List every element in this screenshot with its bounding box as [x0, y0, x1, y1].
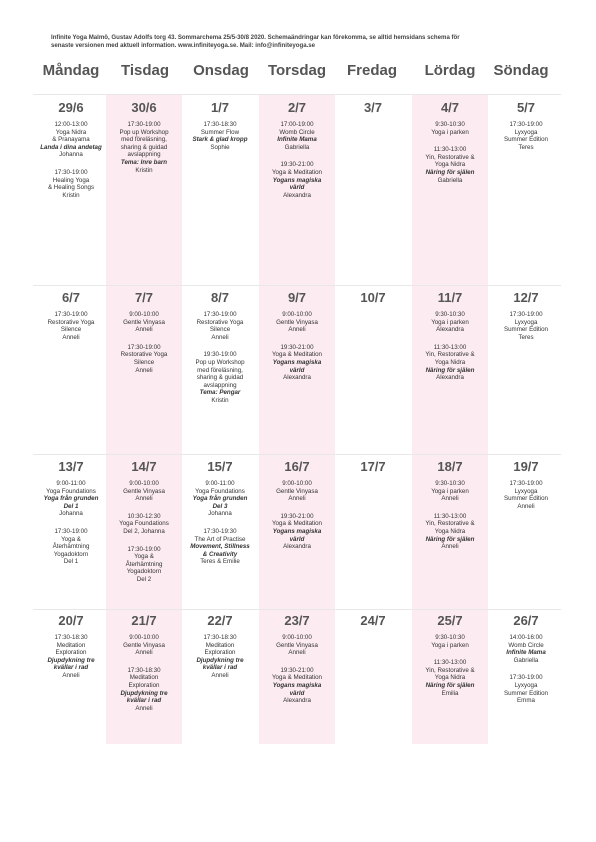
class-detail: Anneli: [135, 326, 153, 334]
day-header-saturday: Lördag: [424, 62, 476, 79]
class-detail: Yin, Restorative &: [425, 666, 475, 674]
class-detail: Healing Yoga: [52, 176, 90, 184]
class-entry: [182, 121, 258, 151]
date-label: 16/7: [284, 459, 310, 474]
class-theme: kvällar i rad: [53, 664, 89, 672]
class-time: 17:30-18:30: [203, 121, 237, 128]
class-detail: Johanna: [59, 151, 83, 159]
class-entry: [106, 344, 182, 374]
class-time: 17:30-18:30: [203, 634, 237, 641]
day-cell: [259, 459, 335, 561]
date-label: 7/7: [134, 290, 154, 305]
class-theme: Yoga från grunden: [43, 495, 99, 503]
day-cell: [335, 100, 411, 121]
class-detail: Kristin: [135, 166, 153, 174]
class-theme: värld: [289, 535, 305, 543]
class-detail: Alexandra: [283, 374, 311, 382]
class-time: 17:30-19:00: [509, 674, 543, 682]
class-time: 9:00-11:00: [56, 480, 86, 487]
class-time: 19:30-21:00: [280, 161, 314, 169]
day-header-monday: Måndag: [42, 62, 100, 79]
day-cell: [33, 100, 109, 209]
class-detail: Summer Edition: [503, 326, 549, 334]
class-detail: Yoga &: [61, 535, 81, 543]
class-entry: [33, 121, 109, 159]
class-detail: Lyxyoga: [514, 681, 538, 689]
class-detail: Alexandra: [436, 374, 464, 382]
class-detail: Restorative Yoga: [47, 318, 95, 326]
class-entry: [106, 513, 182, 536]
class-detail: Yoga Nidra: [434, 674, 466, 682]
class-detail: Silence: [209, 326, 231, 334]
class-theme: Näring för själen: [425, 535, 475, 543]
class-time: 9:30-10:30: [435, 311, 465, 318]
class-detail: Exploration: [204, 649, 236, 657]
class-time: 17:30-19:00: [509, 121, 543, 128]
class-detail: Anneli: [288, 495, 306, 503]
class-time: 19:30-21:00: [280, 666, 314, 674]
class-time: 9:30-10:30: [435, 480, 465, 487]
class-entry: [106, 546, 182, 584]
class-theme: Del 3: [212, 502, 228, 510]
day-cell: [106, 459, 182, 594]
class-entry: [488, 121, 564, 151]
class-detail: Johanna: [59, 510, 83, 518]
class-theme: Djupdykning tre: [120, 689, 168, 697]
class-entry: [412, 634, 488, 649]
date-label: 3/7: [363, 100, 383, 115]
class-detail: Yoga Nidra: [434, 527, 466, 535]
class-detail: Yoga i parken: [431, 128, 469, 136]
class-detail: Alexandra: [436, 326, 464, 334]
class-theme: värld: [289, 689, 305, 697]
class-detail: Anneli: [135, 495, 153, 503]
class-detail: Sophie: [210, 143, 230, 151]
class-time: 12:00-13:00: [54, 121, 88, 128]
class-detail: Anneli: [62, 333, 80, 341]
class-time: 17:30-18:30: [54, 634, 88, 641]
day-cell: [488, 100, 564, 161]
day-cell: [488, 290, 564, 351]
day-cell: [335, 290, 411, 311]
class-detail: sharing & guidad: [120, 143, 168, 151]
class-detail: Gabriella: [513, 656, 539, 664]
class-detail: Restorative Yoga: [120, 351, 168, 359]
class-detail: The Art of Practise: [194, 535, 246, 543]
day-cell: [259, 100, 335, 209]
date-label: 20/7: [58, 613, 84, 628]
day-cell: [488, 459, 564, 520]
day-header-sunday: Söndag: [493, 62, 549, 79]
class-time: 19:30-19:00: [203, 351, 237, 359]
class-time: 17:30-19:00: [54, 311, 88, 318]
class-time: 11:30-13:00: [433, 512, 467, 520]
day-header-wednesday: Onsdag: [193, 62, 249, 79]
class-entry: [412, 121, 488, 136]
day-cell: [412, 613, 488, 707]
class-entry: [106, 480, 182, 503]
class-detail: Silence: [60, 326, 82, 334]
class-theme: Movement, Stillness: [190, 543, 250, 551]
class-time: 19:30-21:00: [280, 512, 314, 520]
class-entry: [412, 659, 488, 697]
class-theme: Djupdykning tre: [196, 656, 244, 664]
class-entry: [33, 634, 109, 680]
day-cell: [412, 290, 488, 392]
class-time: 17:30-18:30: [127, 666, 161, 674]
class-detail: Yogadoktorn: [126, 568, 162, 576]
class-detail: Yin, Restorative &: [425, 520, 475, 528]
class-detail: Teres: [518, 143, 534, 151]
class-detail: Yoga i parken: [431, 487, 469, 495]
class-detail: Yoga & Meditation: [272, 168, 322, 176]
class-detail: Lyxyoga: [514, 318, 538, 326]
class-entry: [33, 169, 109, 199]
class-theme: Yogans magiska: [272, 527, 322, 535]
date-label: 13/7: [58, 459, 84, 474]
date-label: 9/7: [287, 290, 307, 305]
class-theme: Yogans magiska: [272, 176, 322, 184]
class-entry: [259, 311, 335, 334]
class-time: 19:30-21:00: [280, 343, 314, 351]
date-label: 17/7: [360, 459, 386, 474]
class-detail: Del 1: [63, 558, 79, 566]
class-entry: [182, 351, 258, 404]
class-entry: [488, 480, 564, 510]
class-theme: & Creativity: [202, 550, 238, 558]
class-time: 9:00-11:00: [205, 480, 235, 487]
date-label: 29/6: [58, 100, 84, 115]
class-theme: Näring för själen: [425, 366, 475, 374]
class-detail: avslappning: [203, 381, 237, 389]
class-detail: Exploration: [55, 649, 87, 657]
class-detail: Summer Edition: [503, 495, 549, 503]
class-entry: [488, 674, 564, 704]
class-detail: Silence: [133, 358, 155, 366]
date-label: 30/6: [131, 100, 157, 115]
class-entry: [259, 161, 335, 199]
class-time: 17:30-19:00: [54, 527, 88, 535]
weekday-header-row: [33, 62, 563, 84]
class-time: 9:00-10:00: [129, 634, 159, 641]
class-theme: kvällar i rad: [202, 664, 238, 672]
class-detail: med föreläsning,: [121, 136, 167, 144]
class-detail: Gentle Vinyasa: [123, 487, 165, 495]
date-label: 21/7: [131, 613, 157, 628]
class-entry: [106, 311, 182, 334]
class-theme: Yoga från grunden: [192, 495, 248, 503]
class-detail: Kristin: [211, 396, 229, 404]
class-detail: Yoga Nidra: [434, 358, 466, 366]
class-detail: Anneli: [288, 649, 306, 657]
day-header-friday: Fredag: [346, 62, 397, 79]
class-entry: [259, 667, 335, 705]
class-detail: Gentle Vinyasa: [276, 487, 318, 495]
date-label: 15/7: [207, 459, 233, 474]
class-theme: Infinite Mama: [277, 136, 317, 144]
class-detail: Womb Circle: [508, 641, 544, 649]
header-line-1: Infinite Yoga Malmö, Gustav Adolfs torg 43. Sommarchema 25/5-30/8 2020. Schemaändringar kan förekomma, se alltid hemsidans schema för: [51, 34, 460, 41]
day-cell: [33, 290, 109, 351]
class-entry: [106, 667, 182, 713]
class-detail: Yoga &: [134, 553, 154, 561]
class-detail: Yoga & Meditation: [272, 351, 322, 359]
class-time: 17:30-19:00: [203, 311, 237, 318]
day-cell: [259, 613, 335, 715]
class-detail: Emilia: [441, 689, 459, 697]
class-time: 14:00-16:00: [509, 634, 543, 641]
day-cell: [182, 613, 258, 690]
class-detail: Womb Circle: [279, 128, 315, 136]
class-detail: Lyxyoga: [514, 487, 538, 495]
class-detail: Teres & Emilie: [200, 558, 240, 566]
class-theme: Del 1: [63, 502, 79, 510]
class-detail: & Healing Songs: [47, 184, 95, 192]
class-detail: Yoga & Meditation: [272, 674, 322, 682]
date-label: 25/7: [437, 613, 463, 628]
class-time: 9:00-10:00: [282, 634, 312, 641]
class-detail: Anneli: [135, 366, 153, 374]
class-time: 11:30-13:00: [433, 343, 467, 351]
class-detail: Alexandra: [283, 543, 311, 551]
class-detail: Johanna: [208, 510, 232, 518]
date-label: 26/7: [513, 613, 539, 628]
class-time: 9:00-10:00: [282, 311, 312, 318]
date-label: 10/7: [360, 290, 386, 305]
class-detail: Gentle Vinyasa: [123, 641, 165, 649]
class-detail: Pop up Workshop: [119, 128, 169, 136]
class-entry: [412, 146, 488, 184]
class-entry: [33, 480, 109, 518]
day-cell: [182, 459, 258, 576]
class-time: 9:00-10:00: [282, 480, 312, 487]
class-detail: Gabriella: [284, 143, 310, 151]
class-detail: Gentle Vinyasa: [123, 318, 165, 326]
class-time: 17:30-19:30: [203, 527, 237, 535]
class-detail: Yoga Nidra: [55, 128, 87, 136]
week-separator: [33, 285, 561, 286]
class-detail: Gentle Vinyasa: [276, 641, 318, 649]
date-label: 8/7: [210, 290, 230, 305]
class-detail: Summer Edition: [503, 136, 549, 144]
class-detail: Anneli: [211, 671, 229, 679]
day-cell: [33, 459, 109, 576]
class-detail: Yoga i parken: [431, 318, 469, 326]
class-theme: värld: [289, 366, 305, 374]
class-detail: Yoga Foundations: [46, 487, 96, 495]
day-cell: [182, 100, 258, 161]
class-detail: Del 2: [136, 575, 152, 583]
class-entry: [412, 513, 488, 551]
class-detail: Yoga & Meditation: [272, 520, 322, 528]
class-detail: avslappning: [127, 151, 161, 159]
class-detail: Anneli: [211, 333, 229, 341]
class-entry: [182, 528, 258, 566]
class-detail: Yoga Nidra: [434, 161, 466, 169]
class-detail: Yin, Restorative &: [425, 351, 475, 359]
class-time: 11:30-13:00: [433, 659, 467, 667]
day-cell: [106, 290, 182, 384]
class-entry: [182, 311, 258, 341]
class-detail: Summer Flow: [200, 128, 240, 136]
week-separator: [33, 94, 561, 95]
day-cell: [33, 613, 109, 690]
class-detail: Anneli: [288, 326, 306, 334]
class-detail: Anneli: [517, 502, 535, 510]
class-entry: [33, 528, 109, 566]
class-detail: Yoga Foundations: [119, 520, 169, 528]
class-theme: kvällar i rad: [126, 697, 162, 705]
class-detail: Anneli: [135, 704, 153, 712]
date-label: 2/7: [287, 100, 307, 115]
class-detail: Anneli: [441, 543, 459, 551]
class-time: 11:30-13:00: [433, 146, 467, 154]
class-detail: Alexandra: [283, 697, 311, 705]
class-entry: [259, 634, 335, 657]
class-entry: [259, 344, 335, 382]
class-entry: [182, 480, 258, 518]
class-entry: [412, 480, 488, 503]
day-header-tuesday: Tisdag: [120, 62, 170, 79]
day-cell: [488, 613, 564, 715]
class-entry: [259, 121, 335, 151]
class-detail: Kristin: [62, 191, 80, 199]
day-cell: [335, 613, 411, 634]
day-cell: [412, 459, 488, 561]
class-detail: Anneli: [62, 671, 80, 679]
week-separator: [33, 454, 561, 455]
class-entry: [33, 311, 109, 341]
header-line-2: senaste versionen med aktuell information. www.infiniteyoga.se. Mail: info@infiniteyoga.se: [51, 42, 316, 49]
class-theme: Infinite Mama: [506, 649, 546, 657]
class-detail: Gabriella: [437, 176, 463, 184]
class-detail: Del 2, Johanna: [123, 527, 165, 535]
date-label: 12/7: [513, 290, 539, 305]
class-detail: & Pranayama: [52, 136, 90, 144]
class-entry: [412, 344, 488, 382]
class-time: 9:00-10:00: [129, 480, 159, 487]
class-theme: Yogans magiska: [272, 681, 322, 689]
date-label: 1/7: [210, 100, 230, 115]
class-theme: Landa i dina andetag: [40, 143, 102, 151]
class-detail: Restorative Yoga: [196, 318, 244, 326]
day-cell: [106, 613, 182, 722]
class-time: 9:00-10:00: [129, 311, 159, 318]
class-theme: Yogans magiska: [272, 358, 322, 366]
date-label: 4/7: [440, 100, 460, 115]
day-cell: [412, 100, 488, 194]
class-theme: Näring för själen: [425, 168, 475, 176]
class-time: 17:30-19:00: [509, 311, 543, 318]
date-label: 11/7: [437, 290, 463, 305]
class-detail: Gentle Vinyasa: [276, 318, 318, 326]
day-cell: [106, 100, 182, 184]
class-theme: Näring för själen: [425, 681, 475, 689]
class-entry: [412, 311, 488, 334]
class-time: 9:30-10:30: [435, 121, 465, 128]
class-detail: sharing & guidad: [196, 374, 244, 382]
day-cell: [259, 290, 335, 392]
class-entry: [182, 634, 258, 680]
class-entry: [488, 634, 564, 664]
class-detail: Meditation: [205, 641, 235, 649]
class-detail: Meditation: [129, 674, 159, 682]
date-label: 23/7: [284, 613, 310, 628]
class-theme: Djupdykning tre: [47, 656, 95, 664]
class-entry: [259, 513, 335, 551]
date-label: 18/7: [437, 459, 463, 474]
class-detail: Yin, Restorative &: [425, 153, 475, 161]
class-time: 10:30-12:30: [127, 512, 161, 520]
class-detail: Återhämtning: [52, 543, 90, 551]
class-theme: Tema: Pengar: [199, 389, 241, 397]
class-time: 17:30-19:00: [127, 343, 161, 351]
class-theme: Stark & glad kropp: [192, 136, 248, 144]
class-entry: [488, 311, 564, 341]
class-time: 17:30-19:00: [509, 480, 543, 487]
date-label: 19/7: [513, 459, 539, 474]
class-entry: [106, 634, 182, 657]
class-theme: värld: [289, 184, 305, 192]
class-entry: [259, 480, 335, 503]
class-detail: Lyxyoga: [514, 128, 538, 136]
date-label: 14/7: [131, 459, 157, 474]
schedule-info-header: [51, 34, 551, 50]
class-time: 17:30-19:00: [127, 121, 161, 128]
class-detail: Återhämtning: [125, 560, 163, 568]
date-label: 24/7: [360, 613, 386, 628]
class-time: 17:30-19:00: [54, 168, 88, 176]
date-label: 22/7: [207, 613, 233, 628]
class-detail: Yogadoktorn: [53, 550, 89, 558]
class-detail: Anneli: [135, 649, 153, 657]
class-time: 9:30-10:30: [435, 634, 465, 641]
date-label: 5/7: [516, 100, 536, 115]
day-cell: [182, 290, 258, 415]
class-detail: Yoga i parken: [431, 641, 469, 649]
date-label: 6/7: [61, 290, 81, 305]
class-detail: Pop up Workshop: [195, 358, 245, 366]
day-cell: [335, 459, 411, 480]
class-time: 17:00-19:00: [280, 121, 314, 128]
class-detail: Summer Edition: [503, 689, 549, 697]
class-time: 17:30-19:00: [127, 545, 161, 553]
class-detail: med föreläsning,: [197, 366, 243, 374]
class-theme: Tema: Inre barn: [120, 158, 168, 166]
class-detail: Anneli: [441, 495, 459, 503]
class-detail: Alexandra: [283, 191, 311, 199]
class-detail: Exploration: [128, 681, 160, 689]
class-detail: Yoga Foundations: [195, 487, 245, 495]
day-header-thursday: Torsdag: [267, 62, 327, 79]
class-detail: Emma: [517, 697, 535, 705]
week-separator: [33, 609, 561, 610]
class-detail: Teres: [518, 333, 534, 341]
class-entry: [106, 121, 182, 174]
class-detail: Meditation: [56, 641, 86, 649]
